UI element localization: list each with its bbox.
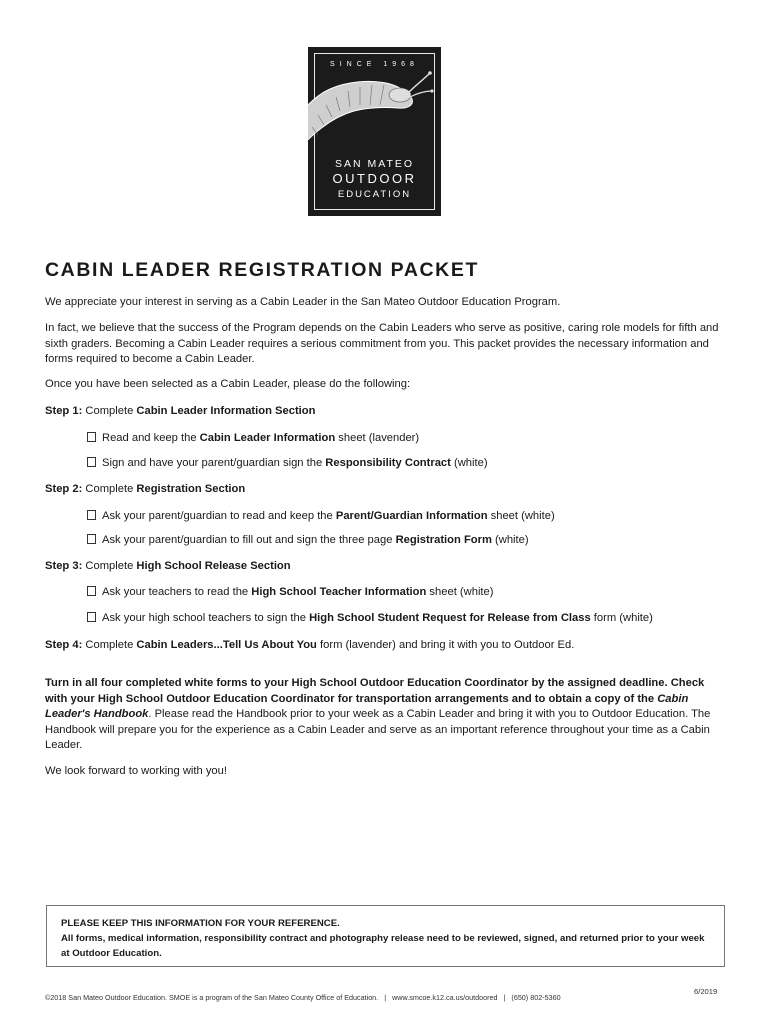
footer-phone: (650) 802-5360 [511,993,561,1002]
footer-url: www.smcoe.k12.ca.us/outdoored [392,993,498,1002]
logo-line-3: EDUCATION [337,189,412,200]
checklist-item: Ask your high school teachers to sign the High School Student Request for Release from Class form (white) [87,611,653,626]
step-section-name: Cabin Leaders...Tell Us About You [136,639,317,651]
notice-heading: PLEASE KEEP THIS INFORMATION FOR YOUR REFERENCE. [61,918,340,929]
revision-date: 6/2019 [694,987,718,996]
logo-since: SINCE 1968 [330,61,419,68]
logo-line-1: SAN MATEO [334,158,415,170]
step-label: Step 4: [45,639,83,651]
turn-in-paragraph: Turn in all four completed white forms to your High School Outdoor Education Coordinator by the assigned deadline. Check with your High School Outdoor Education Coordinator for transportation arrangements and to obtain a copy of the Cabin Leader's Handbook. Please read the Handbook prior to your week as a Cabin Leader and bring it with you to Outdoor Education. The Handbook will prepare you for the experience as a Cabin Leader and serve as an important reference throughout your time as a Cabin Leader. [45,677,711,752]
checklist-item: Ask your parent/guardian to read and keep the Parent/Guardian Information sheet (white) [87,509,555,524]
step-3: Step 3: Complete High School Release Section [45,560,291,572]
checkbox-icon [87,612,96,622]
checkbox-icon [87,510,96,520]
checkbox-icon [87,432,96,442]
page-title: CABIN LEADER REGISTRATION PACKET [45,259,479,281]
step-label: Step 3: [45,560,83,572]
instructions-paragraph: Once you have been selected as a Cabin Leader, please do the following: [45,378,411,390]
checklist-item: Read and keep the Cabin Leader Information sheet (lavender) [87,431,419,446]
notice-body: All forms, medical information, responsibility contract and photography release need to be reviewed, signed, and returned prior to your week at Outdoor Education. [61,933,705,959]
step-section-name: High School Release Section [136,560,291,572]
page-footer: ©2018 San Mateo Outdoor Education. SMOE is a program of the San Mateo County Office of Education. | www.smcoe.k12.ca.us/outdoored | (650) 802-5360 [45,993,561,1002]
checklist-item: Sign and have your parent/guardian sign the Responsibility Contract (white) [87,456,488,471]
checkbox-icon [87,534,96,544]
reference-notice-box [46,905,725,967]
checklist-item: Ask your teachers to read the High School Teacher Information sheet (white) [87,585,493,600]
step-label: Step 1: [45,405,83,417]
step-label: Step 2: [45,483,83,495]
program-paragraph: In fact, we believe that the success of the Program depends on the Cabin Leaders who serve as positive, caring role models for fifth and sixth graders. Becoming a Cabin Leader requires a serious commitment from you. This packet provides the necessary information and forms required to become a Cabin Leader. [45,322,719,366]
intro-paragraph: We appreciate your interest in serving as a Cabin Leader in the San Mateo Outdoor Education Program. [45,296,561,308]
step-4: Step 4: Complete Cabin Leaders...Tell Us About You form (lavender) and bring it with you to Outdoor Ed. [45,639,575,651]
step-section-name: Cabin Leader Information Section [136,405,316,417]
step-1: Step 1: Complete Cabin Leader Information Section [45,405,316,417]
checkbox-icon [87,457,96,467]
handbook-title: Cabin Leader's Handbook [45,692,689,721]
logo-line-2: OUTDOOR [332,171,417,186]
step-2: Step 2: Complete Registration Section [45,483,246,495]
closing-line: We look forward to working with you! [45,765,227,777]
step-section-name: Registration Section [136,483,246,495]
checklist-item: Ask your parent/guardian to fill out and sign the three page Registration Form (white) [87,533,529,548]
checkbox-icon [87,586,96,596]
smoe-logo [308,47,441,216]
footer-copyright: ©2018 San Mateo Outdoor Education. SMOE is a program of the San Mateo County Office of Education. [45,993,379,1002]
